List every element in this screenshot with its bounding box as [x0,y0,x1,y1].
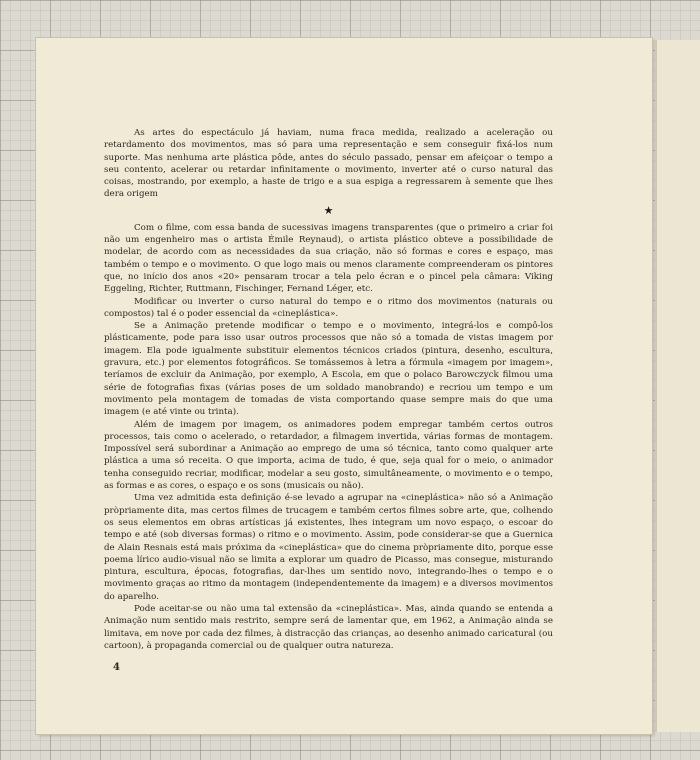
star-separator: ★ [323,203,334,217]
paragraph-1: As artes do espectáculo já haviam, numa fraca medida, realizado a aceleração ou retardamento dos movimentos, mas só para uma representação e sem conseguir fixá-los num suporte. Mas nenhuma arte plástica pôde, antes do século passado, pensar em afeiçoar o tempo a seu contento, acelerar ou retardar infinitamente o movimento, inverter até o curso natural das coisas, mostrando, por exemplo, a haste de trigo e a sua espiga a regressarem à semente que lhes dera origem [104,128,553,200]
paragraph-7: Pode aceitar-se ou não uma tal extensão da «cineplástica». Mas, ainda quando se entenda a Animação num sentido mais restrito, sempre será de lamentar que, em 1962, a Animação ainda se limitava, em nove por cada dez filmes, à distracção das crianças, ao desenho animado caricatural (ou cartoon), à propaganda comercial ou de qualquer outra natureza. [104,603,553,651]
adjacent-page-edge [655,40,700,732]
paragraph-6: Uma vez admitida esta definição é-se levado a agrupar na «cineplástica» não só a Animação pròpriamente dita, mas certos filmes de trucagem e também certos filmes sobre arte, que, colhendo os seus elementos em obras artísticas já existentes, lhes integram um novo espaço, o escoar do tempo e até (sob diversas formas) o ritmo e o movimento. Assim, pode considerar-se que a Guernica de Alain Resnais está mais próxima da «cineplástica» que do cinema pròpriamente dito, porque esse poema lírico audio-visual não se limita a explorar um quadro de Picasso, mas consegue, misturando pintura, escultura, épocas, fotografias, dar-lhes um sentido novo, integrando-lhes o tempo e o movimento graças ao ritmo da montagem (independentemente da imagem) e a diversos movimentos do aparelho. [104,493,553,602]
paragraph-3: Modificar ou inverter o curso natural do tempo e o ritmo dos movimentos (naturais ou compostos) tal é o poder essencial da «cineplástica». [104,296,553,319]
paragraph-5: Além de imagem por imagem, os animadores podem empregar também certos outros processos, tais como o acelerado, o retardador, a filmagem invertida, várias formas de montagem. Impossível será subordinar a Animação ao emprego de uma só técnica, tanto como qualquer arte plástica a uma só receita. O que importa, acima de tudo, é que, seja qual for o meio, o animador tenha conseguido recriar, modificar, modelar a seu gosto, simultâneamente, o movimento e o tempo, as formas e as cores, o espaço e os sons (musicais ou não). [104,419,553,492]
page-number: 4 [113,662,120,673]
body-text [104,127,553,652]
paragraph-2: Com o filme, com essa banda de sucessivas imagens transparentes (que o primeiro a criar foi não um engenheiro mas o artista Émile Reynaud), o artista plástico obteve a possibilidade de modelar, de acordo com as necessidades da sua criação, não só formas e cores e espaço, mas também o tempo e o movimento. O que logo mais ou menos claramente compreenderam os pintores que, no início dos anos «20» pensaram trocar a tela pelo écran e o pincel pela câmara: Viking Eggeling, Richter, Ruttmann, Fischinger, Fernand Léger, etc. [104,222,553,295]
paragraph-4: Se a Animação pretende modificar o tempo e o movimento, integrá-los e compô-los plásticamente, pode para isso usar outros processos que não só a tomada de vistas imagem por imagem. Ela pode igualmente substituir elementos técnicos criados (pintura, desenho, escultura, gravura, etc.) por elementos fotográficos. Se tomássemos à letra a fórmula «imagem por imagem», teríamos de excluir da Animação, por exemplo, A Escola, em que o polaco Barowczyck filmou uma série de fotografias fixas (várias poses de um soldado manobrando) e recriou um tempo e um movimento pela montagem de tomadas de vista comportando quase sempre mais do que uma imagem (e até vinte ou trinta). [104,321,553,418]
